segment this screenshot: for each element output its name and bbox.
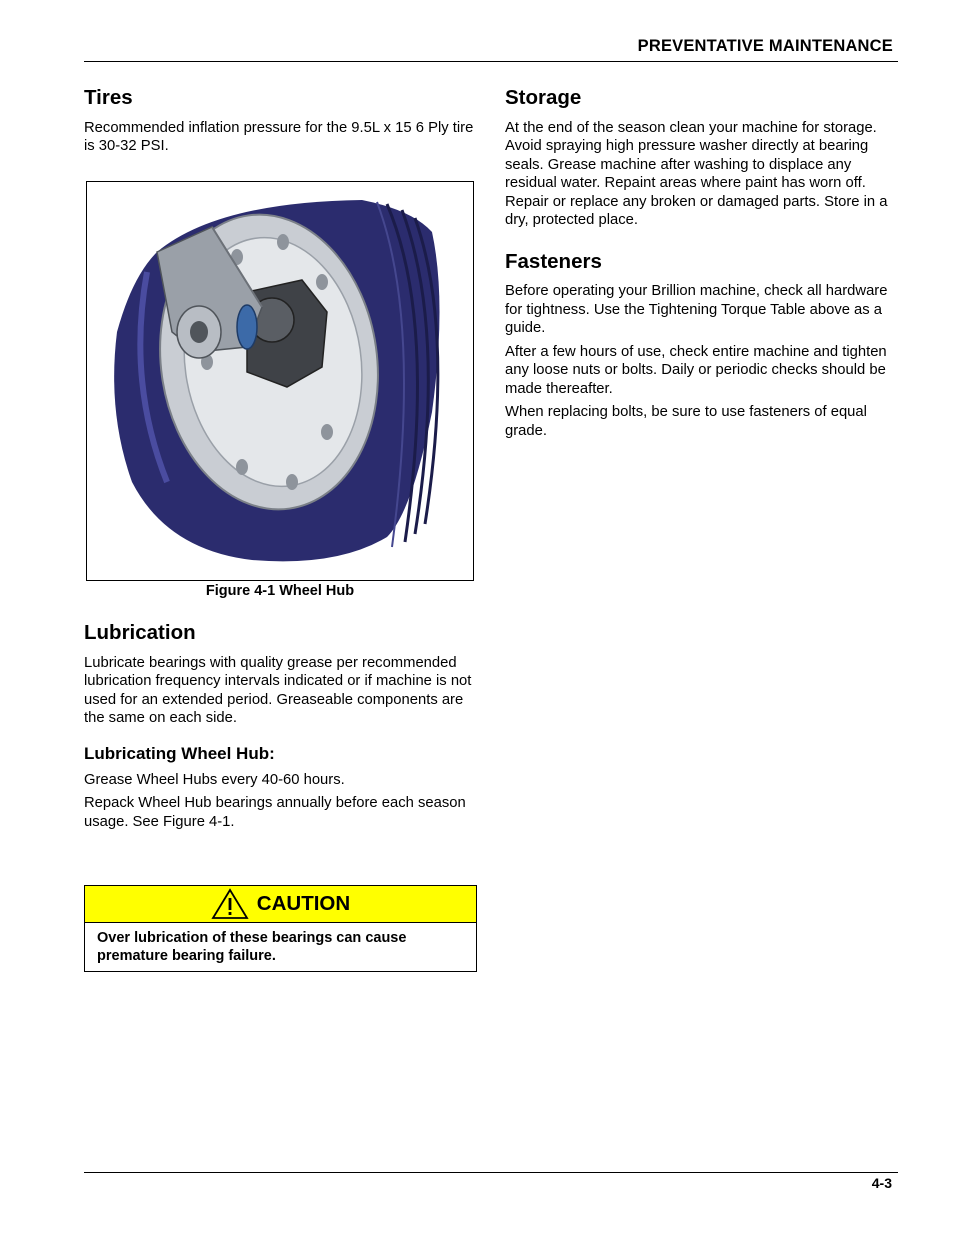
lubrication-section xyxy=(84,621,477,836)
lubricating-wheel-hub-heading: Lubricating Wheel Hub: xyxy=(84,743,275,763)
lubrication-text: Lubricate bearings with quality grease per recommended lubrication frequency intervals indicated or if machine is not used for an extended period. Greaseable components are the same on each side. xyxy=(84,654,472,727)
footer-rule xyxy=(84,1172,898,1173)
figure-caption: Figure 4-1 Wheel Hub xyxy=(205,583,355,599)
wheel-hub-figure xyxy=(86,181,474,581)
page-number: 4-3 xyxy=(871,1175,892,1191)
grease-interval-text: Grease Wheel Hubs every 40-60 hours. xyxy=(84,771,345,788)
fasteners-text-3: When replacing bolts, be sure to use fasteners of equal grade. xyxy=(505,404,867,439)
tires-section xyxy=(84,86,477,161)
fasteners-text-2: After a few hours of use, check entire machine and tighten any loose nuts or bolts. Daily or periodic checks should be made thereafter. xyxy=(505,343,887,397)
wheel-hub-illustration xyxy=(87,182,473,580)
caution-text: Over lubrication of these bearings can cause premature bearing failure. xyxy=(97,930,407,964)
fasteners-section xyxy=(505,250,898,441)
fasteners-heading: Fasteners xyxy=(505,249,602,273)
fasteners-text-1: Before operating your Brillion machine, check all hardware for tightness. Use the Tightening Torque Table above as a guide. xyxy=(505,283,888,337)
tires-text: Recommended inflation pressure for the 9.5L x 15 6 Ply tire is 30-32 PSI. xyxy=(84,119,474,155)
tires-heading: Tires xyxy=(84,86,133,109)
header-rule xyxy=(84,61,898,62)
storage-section xyxy=(505,86,898,230)
storage-text: At the end of the season clean your machine for storage. Avoid spraying high pressure washer directly at bearing seals. Grease machine after washing to displace any residual water. Repaint areas where paint has worn off. Repair or replace any broken or damaged parts. Store in a dry, protected place. xyxy=(505,119,888,229)
warning-triangle-icon xyxy=(211,888,249,920)
right-column xyxy=(505,86,898,445)
repack-text: Repack Wheel Hub bearings annually before each season usage. See Figure 4-1. xyxy=(84,795,466,830)
running-header: PREVENTATIVE MAINTENANCE xyxy=(637,37,893,55)
caution-box xyxy=(84,885,477,972)
caution-header xyxy=(85,886,476,923)
caution-title: CAUTION xyxy=(256,892,351,915)
lubrication-heading: Lubrication xyxy=(84,621,196,644)
storage-heading: Storage xyxy=(505,86,582,109)
